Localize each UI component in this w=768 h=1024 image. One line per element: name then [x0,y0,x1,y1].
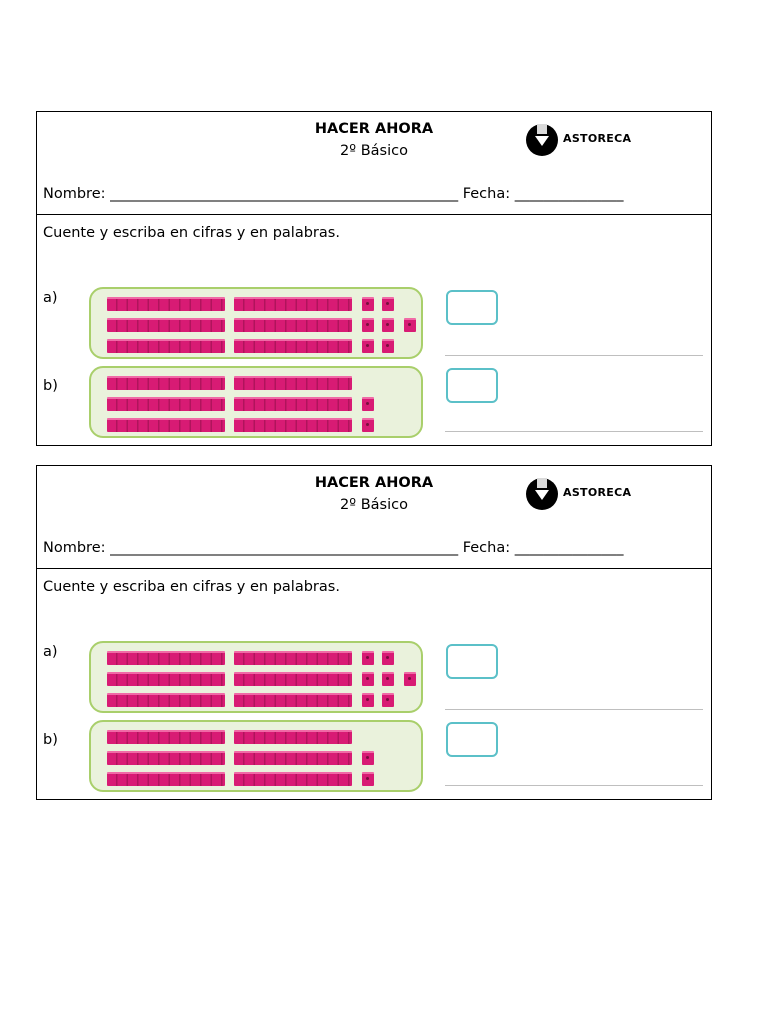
item-label-b: b) [43,378,58,394]
ten-rod-icon [234,772,352,786]
page-title: HACER AHORA [314,475,434,491]
logo-text: ASTORECA [563,486,632,499]
unit-cube-icon [362,397,374,411]
unit-cube-icon [362,339,374,353]
instruction-text: Cuente y escriba en cifras y en palabras. [43,225,340,241]
item-label-a: a) [43,644,58,660]
name-date-field[interactable]: Nombre: ________________________________________________ Fecha: _______________ [43,186,624,202]
ten-rod-icon [234,318,352,332]
blocks-tray-a [89,287,423,359]
instruction-text: Cuente y escriba en cifras y en palabras. [43,579,340,595]
ten-rod-icon [234,397,352,411]
blocks-tray-b [89,366,423,438]
worksheet-2 [36,465,712,800]
unit-cube-icon [362,672,374,686]
blocks-tray-b [89,720,423,792]
ten-rod-icon [234,651,352,665]
ten-rod-icon [107,418,225,432]
worksheet-header [37,112,711,215]
unit-cube-icon [382,672,394,686]
ten-rod-icon [107,318,225,332]
ten-rod-icon [234,376,352,390]
answer-words-line-b[interactable] [445,431,703,432]
ten-rod-icon [107,772,225,786]
answer-digits-box-a[interactable] [446,644,498,679]
grade-subtitle: 2º Básico [340,497,408,513]
ten-rod-icon [234,693,352,707]
unit-cube-icon [362,751,374,765]
ten-rod-icon [234,418,352,432]
logo-text: ASTORECA [563,132,632,145]
unit-cube-icon [382,651,394,665]
unit-cube-icon [382,693,394,707]
ten-rod-icon [107,397,225,411]
answer-words-line-a[interactable] [445,355,703,356]
name-date-field[interactable]: Nombre: ________________________________________________ Fecha: _______________ [43,540,624,556]
answer-digits-box-b[interactable] [446,722,498,757]
unit-cube-icon [362,693,374,707]
unit-cube-icon [382,339,394,353]
grade-subtitle: 2º Básico [340,143,408,159]
ten-rod-icon [107,751,225,765]
ten-rod-icon [107,651,225,665]
unit-cube-icon [362,651,374,665]
ten-rod-icon [107,672,225,686]
ten-rod-icon [107,339,225,353]
page-title: HACER AHORA [314,121,434,137]
ten-rod-icon [234,730,352,744]
unit-cube-icon [404,672,416,686]
worksheet-body [37,569,711,801]
answer-words-line-b[interactable] [445,785,703,786]
ten-rod-icon [234,672,352,686]
unit-cube-icon [362,318,374,332]
item-label-b: b) [43,732,58,748]
astoreca-logo-icon [526,476,632,512]
unit-cube-icon [382,297,394,311]
blocks-tray-a [89,641,423,713]
ten-rod-icon [107,693,225,707]
item-label-a: a) [43,290,58,306]
answer-words-line-a[interactable] [445,709,703,710]
worksheet-1 [36,111,712,446]
unit-cube-icon [382,318,394,332]
unit-cube-icon [404,318,416,332]
answer-digits-box-a[interactable] [446,290,498,325]
ten-rod-icon [107,376,225,390]
unit-cube-icon [362,772,374,786]
ten-rod-icon [234,297,352,311]
worksheet-body [37,215,711,447]
unit-cube-icon [362,418,374,432]
unit-cube-icon [362,297,374,311]
answer-digits-box-b[interactable] [446,368,498,403]
worksheet-header [37,466,711,569]
ten-rod-icon [107,730,225,744]
astoreca-logo-icon [526,122,632,158]
ten-rod-icon [234,751,352,765]
ten-rod-icon [234,339,352,353]
ten-rod-icon [107,297,225,311]
